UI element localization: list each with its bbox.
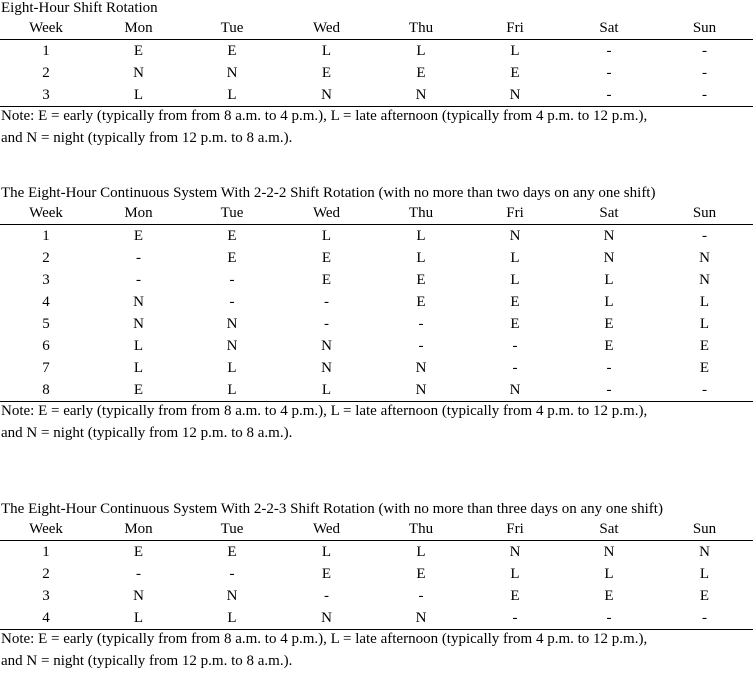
table-row — [0, 291, 753, 313]
shift-cell: N — [603, 250, 615, 266]
shift-cell: N — [226, 65, 238, 81]
column-header: Thu — [408, 205, 434, 221]
column-header: Wed — [312, 20, 341, 36]
shift-cell: - — [136, 272, 141, 288]
shift-cell: E — [321, 250, 332, 266]
week-cell: 2 — [42, 250, 50, 266]
shift-cell: - — [512, 610, 518, 626]
note-line: and N = night (typically from 12 p.m. to 8 a.m.). — [1, 425, 293, 441]
shift-cell: E — [604, 588, 614, 604]
week-cell: 8 — [42, 382, 50, 398]
shift-cell: - — [606, 65, 612, 81]
header-row — [0, 518, 753, 541]
shift-cell: N — [699, 544, 710, 560]
shift-cell: L — [227, 382, 237, 398]
shift-cell: L — [604, 294, 614, 310]
shift-cell: N — [509, 544, 521, 560]
column-header: Thu — [408, 20, 434, 36]
shift-cell: E — [416, 65, 426, 81]
column-header: Wed — [312, 521, 341, 537]
table-row — [0, 607, 753, 630]
note-line: and N = night (typically from 12 p.m. to 8 a.m.). — [1, 653, 293, 669]
shift-cell: L — [416, 43, 426, 59]
shift-cell: L — [699, 316, 710, 332]
week-cell: 3 — [42, 87, 50, 103]
shift-cell: N — [509, 87, 521, 103]
shift-cell: N — [133, 294, 144, 310]
week-cell: 3 — [42, 588, 50, 604]
shift-cell: L — [321, 382, 332, 398]
note-line: and N = night (typically from 12 p.m. to 8 a.m.). — [1, 130, 293, 146]
column-header: Sat — [599, 205, 619, 221]
week-cell: 2 — [42, 566, 50, 582]
header-row — [0, 17, 753, 40]
shift-cell: E — [321, 272, 332, 288]
shift-cell: - — [229, 566, 235, 582]
shift-cell: E — [510, 588, 520, 604]
shift-cell: - — [512, 338, 518, 354]
shift-cell: L — [416, 544, 426, 560]
shift-cell: - — [324, 588, 329, 604]
week-cell: 3 — [42, 272, 50, 288]
shift-cell: E — [133, 544, 144, 560]
shift-cell: E — [227, 250, 237, 266]
week-cell: 1 — [42, 43, 50, 59]
shift-cell: L — [604, 566, 614, 582]
header-row — [0, 202, 753, 225]
shift-cell: L — [699, 566, 710, 582]
shift-table-section — [0, 185, 753, 444]
shift-cell: - — [324, 316, 329, 332]
shift-cell: N — [415, 360, 427, 376]
week-cell: 1 — [42, 544, 50, 560]
table-row — [0, 313, 753, 335]
table-row — [0, 541, 753, 564]
shift-cell: L — [416, 228, 426, 244]
shift-cell: - — [606, 87, 612, 103]
week-cell: 1 — [42, 228, 50, 244]
shift-cell: E — [699, 338, 710, 354]
shift-cell: L — [699, 294, 710, 310]
column-header: Mon — [124, 20, 153, 36]
shift-cell: N — [321, 338, 332, 354]
shift-cell: - — [702, 382, 707, 398]
column-header: Wed — [312, 205, 341, 221]
shift-cell: L — [510, 272, 520, 288]
shift-cell: - — [702, 228, 707, 244]
note-line: Note: E = early (typically from from 8 a.m. to 4 p.m.), L = late afternoon (typically from 4 p.m. to 12 p.m.), — [1, 403, 648, 419]
shift-cell: N — [415, 382, 427, 398]
shift-cell: E — [699, 588, 710, 604]
shift-cell: - — [606, 360, 612, 376]
shift-cell: L — [133, 360, 144, 376]
shift-cell: - — [606, 382, 612, 398]
column-header: Sat — [599, 20, 619, 36]
table-title: The Eight-Hour Continuous System With 2-2-3 Shift Rotation (with no more than three days on any one shift) — [1, 501, 663, 517]
shift-cell: N — [509, 382, 521, 398]
shift-cell: - — [606, 610, 612, 626]
table-note — [0, 400, 753, 444]
shift-cell: N — [133, 65, 144, 81]
shift-cell: N — [699, 272, 710, 288]
week-cell: 4 — [42, 610, 50, 626]
shift-cell: L — [510, 43, 520, 59]
shift-cell: E — [321, 566, 332, 582]
table-row — [0, 225, 753, 248]
table-note — [0, 628, 753, 672]
shift-cell: E — [510, 65, 520, 81]
shift-cell: N — [509, 228, 521, 244]
shift-cell: - — [418, 338, 424, 354]
column-header: Fri — [506, 20, 524, 36]
shift-cell: E — [227, 228, 237, 244]
shift-cell: - — [606, 43, 612, 59]
shift-cell: N — [699, 250, 710, 266]
column-header: Week — [29, 20, 63, 36]
column-header: Sun — [692, 205, 717, 221]
shift-cell: L — [416, 250, 426, 266]
week-cell: 7 — [42, 360, 50, 376]
shift-table-section — [0, 0, 753, 149]
shift-cell: - — [702, 65, 707, 81]
shift-cell: - — [418, 316, 424, 332]
column-header: Sun — [692, 521, 717, 537]
shift-cell: E — [510, 316, 520, 332]
shift-cell: E — [227, 544, 237, 560]
column-header: Tue — [220, 205, 244, 221]
shift-cell: - — [702, 610, 707, 626]
shift-cell: N — [321, 360, 332, 376]
note-line: Note: E = early (typically from from 8 a.m. to 4 p.m.), L = late afternoon (typically from 4 p.m. to 12 p.m.), — [1, 108, 648, 124]
table-row — [0, 563, 753, 585]
shift-cell: N — [415, 87, 427, 103]
shift-cell: E — [133, 228, 144, 244]
shift-cell: - — [512, 360, 518, 376]
shift-cell: E — [510, 294, 520, 310]
table-title: Eight-Hour Shift Rotation — [1, 0, 158, 16]
column-header: Mon — [124, 521, 153, 537]
shift-cell: L — [321, 43, 332, 59]
shift-cell: N — [133, 588, 144, 604]
column-header: Tue — [220, 20, 244, 36]
shift-cell: E — [416, 294, 426, 310]
shift-cell: L — [604, 272, 614, 288]
shift-cell: - — [136, 566, 141, 582]
shift-cell: - — [702, 87, 707, 103]
shift-cell: E — [604, 316, 614, 332]
table-row — [0, 379, 753, 402]
shift-cell: N — [226, 588, 238, 604]
table-title: The Eight-Hour Continuous System With 2-2-2 Shift Rotation (with no more than two days on any one shift) — [1, 185, 656, 201]
shift-cell: N — [226, 338, 238, 354]
shift-table — [0, 518, 753, 630]
shift-cell: - — [136, 250, 141, 266]
table-row — [0, 84, 753, 107]
shift-cell: L — [227, 610, 237, 626]
note-line: Note: E = early (typically from from 8 a.m. to 4 p.m.), L = late afternoon (typically from 4 p.m. to 12 p.m.), — [1, 631, 648, 647]
column-header: Thu — [408, 521, 434, 537]
column-header: Week — [29, 521, 63, 537]
shift-cell: E — [133, 382, 144, 398]
shift-table — [0, 17, 753, 107]
shift-cell: - — [324, 294, 329, 310]
shift-cell: N — [415, 610, 427, 626]
shift-cell: N — [321, 610, 332, 626]
table-row — [0, 357, 753, 379]
week-cell: 2 — [42, 65, 50, 81]
shift-cell: - — [702, 43, 707, 59]
shift-table — [0, 202, 753, 402]
week-cell: 5 — [42, 316, 50, 332]
shift-cell: L — [227, 360, 237, 376]
shift-table-section — [0, 501, 753, 672]
shift-cell: - — [418, 588, 424, 604]
column-header: Sun — [692, 20, 717, 36]
shift-cell: N — [321, 87, 332, 103]
shift-cell: - — [229, 272, 235, 288]
week-cell: 4 — [42, 294, 50, 310]
shift-cell: E — [416, 272, 426, 288]
column-header: Tue — [220, 521, 244, 537]
shift-cell: N — [133, 316, 144, 332]
shift-cell: L — [133, 87, 144, 103]
shift-cell: L — [321, 544, 332, 560]
table-row — [0, 269, 753, 291]
table-row — [0, 247, 753, 269]
shift-cell: N — [603, 228, 615, 244]
week-cell: 6 — [42, 338, 50, 354]
shift-cell: E — [133, 43, 144, 59]
table-note — [0, 105, 753, 149]
table-row — [0, 585, 753, 607]
shift-cell: E — [321, 65, 332, 81]
shift-cell: L — [510, 566, 520, 582]
shift-cell: - — [229, 294, 235, 310]
table-row — [0, 40, 753, 63]
table-row — [0, 335, 753, 357]
shift-cell: L — [133, 610, 144, 626]
shift-cell: E — [227, 43, 237, 59]
shift-cell: L — [321, 228, 332, 244]
column-header: Week — [29, 205, 63, 221]
shift-cell: N — [603, 544, 615, 560]
shift-cell: E — [604, 338, 614, 354]
column-header: Fri — [506, 205, 524, 221]
column-header: Fri — [506, 521, 524, 537]
shift-cell: L — [510, 250, 520, 266]
shift-cell: E — [699, 360, 710, 376]
column-header: Sat — [599, 521, 619, 537]
shift-cell: N — [226, 316, 238, 332]
column-header: Mon — [124, 205, 153, 221]
shift-cell: L — [133, 338, 144, 354]
table-row — [0, 62, 753, 84]
shift-cell: L — [227, 87, 237, 103]
shift-cell: E — [416, 566, 426, 582]
